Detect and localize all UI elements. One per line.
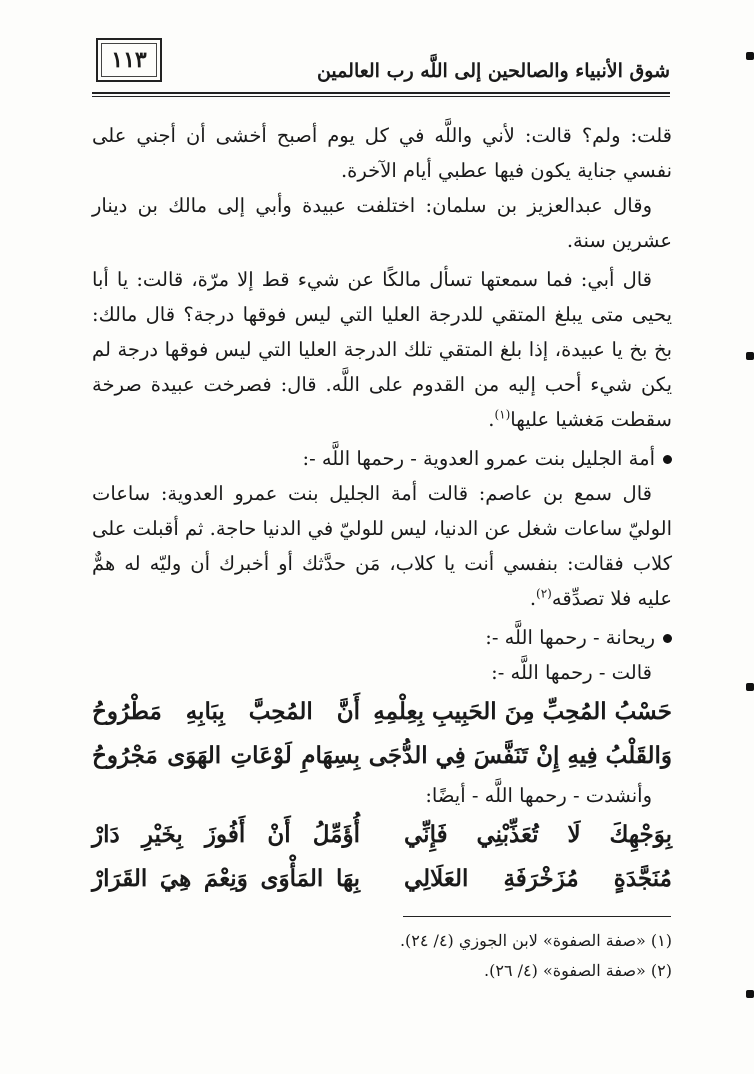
paragraph-3-end: . — [488, 408, 495, 431]
verse-left-hemistich: أَنَّ المُحِبَّ بِبَابِهِ مَطْرُوحُ — [92, 698, 360, 725]
footnote-separator — [403, 916, 671, 917]
page-header — [92, 38, 670, 94]
heading-rayhana — [92, 620, 672, 655]
paragraph-5: قالت - رحمها اللَّه -: — [491, 661, 652, 684]
footnotes — [92, 926, 672, 986]
paragraph-1: قلت: ولم؟ قالت: لأني واللَّه في كل يوم أصبح أخشى أن أجني على نفسي جناية يكون فيها عطبي أيام الآخرة. — [92, 124, 672, 182]
page-number-box — [96, 38, 162, 82]
page-number: ١١٣ — [111, 47, 147, 73]
paragraph-4 — [92, 476, 672, 616]
heading-rayhana-text: ريحانة - رحمها اللَّه -: — [485, 626, 655, 649]
scan-edge-mark — [746, 990, 754, 998]
heading-amat-aljalil-text: أمة الجليل بنت عمرو العدوية - رحمها اللَّه -: — [302, 447, 655, 470]
verse-right-hemistich: بِوَجْهِكَ لَا تُعَذِّبْنِي فَإِنِّي — [404, 821, 672, 848]
paragraph-2: وقال عبدالعزيز بن سلمان: اختلفت عبيدة وأبي إلى مالك بن دينار عشرين سنة. — [92, 194, 672, 252]
running-title: شوق الأنبياء والصالحين إلى اللَّه رب العالمين — [316, 60, 670, 82]
header-rule — [92, 92, 670, 94]
verse-left-hemistich: أُؤَمِّلُ أَنْ أَفُوزَ بِخَيْرِ دَارْ — [92, 821, 360, 848]
poem-1 — [92, 690, 672, 778]
verse-right-hemistich: حَسْبُ المُحِبِّ مِنَ الحَبِيبِ بِعِلْمِهِ — [373, 698, 672, 725]
footnote-1: (١) «صفة الصفوة» لابن الجوزي (٤/ ٢٤). — [399, 931, 672, 950]
paragraph-6: وأنشدت - رحمها اللَّه - أيضًا: — [425, 784, 652, 807]
verse-right-hemistich: مُنَجَّدَةٍ مُزَخْرَفَةِ العَلَالِي — [404, 865, 672, 892]
verse-line — [92, 857, 672, 901]
footnote-ref-2: (٢) — [536, 586, 552, 601]
paragraph-3 — [92, 262, 672, 437]
page-body — [92, 118, 672, 901]
verse-left-hemistich: بِسِهَامِ لَوْعَاتِ الهَوَى مَجْرُوحُ — [92, 742, 360, 769]
footnote-ref-1: (١) — [494, 407, 511, 422]
verse-right-hemistich: وَالقَلْبُ فِيهِ إِنْ تَنَفَّسَ فِي الدُّجَى — [368, 742, 672, 769]
bullet-icon — [663, 455, 672, 464]
heading-amat-aljalil — [92, 441, 672, 476]
paragraph-3-text: قال أبي: فما سمعتها تسأل مالكًا عن شيء قط إلا مرّة، قالت: يا أبا يحيى متى يبلغ المتقي للدرجة العليا التي ليس فوقها درجة؟ قال مالك: بخ بخ يا عبيدة، إذا بلغ المتقي تلك الدرجة العليا التي ليس فوقها درجة لم يكن شيء أحب إليه من القدوم على اللَّه. قال: فصرخت عبيدة صرخة سقطت مَغشيا عليها — [92, 268, 672, 431]
verse-line — [92, 734, 672, 778]
verse-line — [92, 690, 672, 734]
bullet-icon — [663, 634, 672, 643]
scan-edge-mark — [746, 683, 754, 691]
header-rule-thin — [92, 96, 670, 97]
scan-edge-mark — [746, 352, 754, 360]
paragraph-4-text: قال سمع بن عاصم: قالت أمة الجليل بنت عمرو العدوية: ساعات الوليّ ساعات شغل عن الدنيا، ليس للوليّ في الدنيا حاجة. ثم أقبلت على كلاب فقالت: بنفسي أنت يا كلاب، مَن حدَّثك أو أخبرك أن وليّه له همٌّ عليه فلا تصدِّقه — [92, 482, 672, 610]
verse-left-hemistich: بِهَا المَأْوَى وَنِعْمَ هِيَ القَرَارْ — [92, 865, 360, 892]
scan-edge-mark — [746, 52, 754, 60]
paragraph-4-end: . — [529, 587, 537, 610]
footnote-2: (٢) «صفة الصفوة» (٤/ ٢٦). — [484, 961, 672, 980]
poem-2 — [92, 813, 672, 901]
verse-line — [92, 813, 672, 857]
